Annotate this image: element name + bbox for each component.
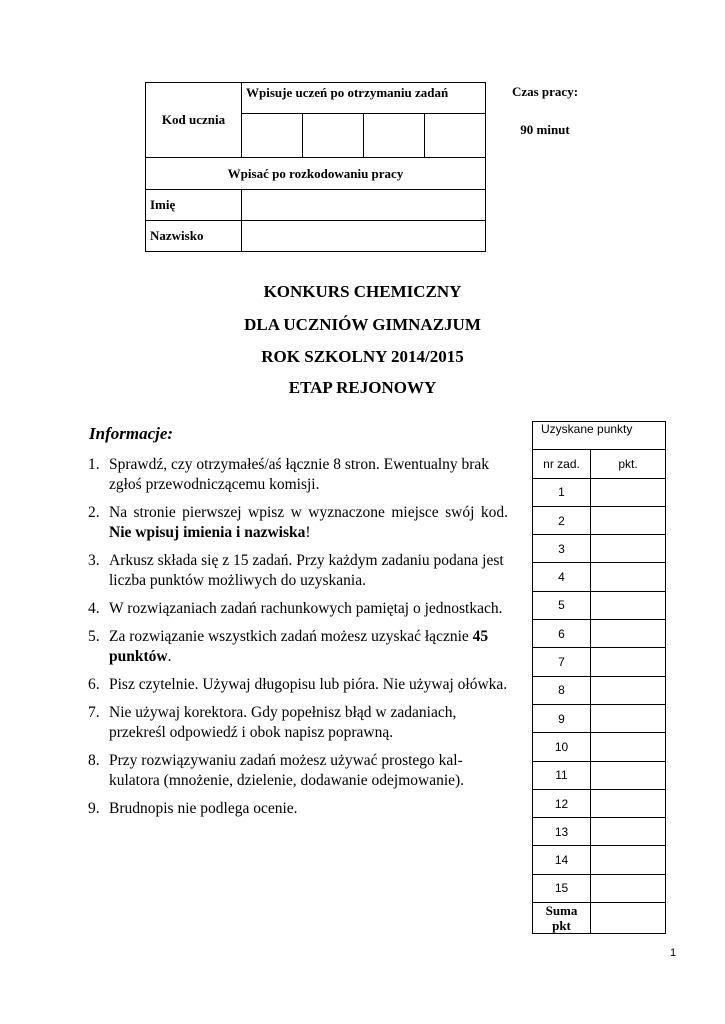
list-item — [88, 503, 508, 543]
item-number: 4. — [88, 600, 100, 617]
list-item — [88, 551, 508, 591]
task-number: 12 — [533, 789, 591, 817]
first-name-field[interactable] — [242, 190, 486, 221]
table-row — [533, 563, 666, 591]
table-row — [533, 676, 666, 704]
student-code-label: Kod ucznia — [146, 83, 242, 158]
points-field[interactable] — [591, 620, 666, 648]
student-code-table — [145, 82, 486, 252]
task-number: 13 — [533, 818, 591, 846]
score-table-title: Uzyskane punkty — [533, 422, 666, 450]
item-number: 8. — [88, 752, 100, 769]
list-item — [88, 627, 508, 667]
item-bold-text: 45 punktów — [109, 628, 489, 665]
last-name-field[interactable] — [242, 221, 486, 252]
info-heading: Informacje: — [89, 424, 174, 443]
table-row — [533, 591, 666, 619]
item-bold-text: Nie wpisuj imienia i nazwiska — [109, 524, 306, 541]
list-item — [88, 751, 508, 791]
points-field[interactable] — [591, 506, 666, 534]
points-field[interactable] — [591, 874, 666, 902]
table-row — [533, 704, 666, 732]
points-field[interactable] — [591, 704, 666, 732]
table-row — [533, 789, 666, 817]
table-row — [533, 733, 666, 761]
item-number: 9. — [88, 800, 100, 817]
points-field[interactable] — [591, 676, 666, 704]
item-text: Nie używaj korektora. Gdy popełnisz błąd w zadaniach, przekreśl odpowiedź i obok napisz poprawną. — [109, 704, 457, 741]
table-row — [533, 535, 666, 563]
item-number: 1. — [88, 456, 100, 473]
item-number: 6. — [88, 676, 100, 693]
item-text: Za rozwiązanie wszystkich zadań możesz uzyskać łącznie — [109, 628, 473, 645]
task-number: 11 — [533, 761, 591, 789]
title-line-1: KONKURS CHEMICZNY — [263, 282, 462, 301]
points-field[interactable] — [591, 846, 666, 874]
page-number: 1 — [670, 947, 677, 959]
task-number: 5 — [533, 591, 591, 619]
list-item — [88, 455, 508, 495]
points-field[interactable] — [591, 733, 666, 761]
code-digit-box[interactable] — [363, 114, 424, 158]
item-text: Arkusz składa się z 15 zadań. Przy każdym zadaniu podana jest liczba punktów możliwych do uzyskania. — [109, 552, 504, 589]
item-number: 7. — [88, 704, 100, 721]
points-field[interactable] — [591, 563, 666, 591]
task-number: 10 — [533, 733, 591, 761]
sum-label — [533, 903, 591, 934]
table-row — [533, 818, 666, 846]
decode-note: Wpisać po rozkodowaniu pracy — [146, 158, 486, 190]
task-number: 7 — [533, 648, 591, 676]
table-row — [533, 761, 666, 789]
code-digit-box[interactable] — [302, 114, 363, 158]
points-field[interactable] — [591, 818, 666, 846]
time-label: Czas pracy: — [511, 84, 579, 99]
title-line-3: ROK SZKOLNY 2014/2015 — [261, 347, 464, 366]
item-number: 5. — [88, 628, 100, 645]
item-text: Brudnopis nie podlega ocenie. — [109, 800, 298, 817]
table-row — [533, 478, 666, 506]
points-field[interactable] — [591, 761, 666, 789]
item-number: 2. — [88, 504, 100, 521]
last-name-label: Nazwisko — [146, 221, 242, 252]
instructions-list — [88, 455, 508, 827]
item-number: 3. — [88, 552, 100, 569]
item-text: Na stronie pierwszej wpisz w wyznaczone miejsce swój kod. — [109, 504, 508, 521]
task-number: 8 — [533, 676, 591, 704]
item-text: Sprawdź, czy otrzymałeś/aś łącznie 8 stron. Ewentualny brak zgłoś przewodniczącemu komisji. — [109, 456, 490, 493]
table-row — [533, 648, 666, 676]
task-number: 14 — [533, 846, 591, 874]
list-item — [88, 703, 508, 743]
table-row — [533, 506, 666, 534]
points-field[interactable] — [591, 478, 666, 506]
task-number: 4 — [533, 563, 591, 591]
sum-label-line-1: Suma — [545, 903, 578, 919]
title-line-2: DLA UCZNIÓW GIMNAZJUM — [244, 315, 481, 334]
header-note: Wpisuje uczeń po otrzymaniu zadań — [242, 83, 486, 114]
item-text-after: ! — [305, 524, 311, 541]
task-number: 9 — [533, 704, 591, 732]
points-field[interactable] — [591, 535, 666, 563]
code-digit-box[interactable] — [424, 114, 485, 158]
task-number: 2 — [533, 506, 591, 534]
score-table — [532, 421, 666, 934]
points-field[interactable] — [591, 789, 666, 817]
list-item — [88, 675, 508, 695]
item-text-after: . — [167, 648, 172, 665]
item-text: Przy rozwiązywaniu zadań możesz używać prostego kal-kulatora (mnożenie, dzielenie, dodawanie odejmowanie). — [109, 752, 465, 789]
column-header-task: nr zad. — [533, 450, 591, 478]
points-field[interactable] — [591, 591, 666, 619]
item-text: W rozwiązaniach zadań rachunkowych pamiętaj o jednostkach. — [109, 600, 503, 617]
column-header-points: pkt. — [591, 450, 666, 478]
list-item — [88, 799, 508, 819]
table-row — [533, 620, 666, 648]
points-field[interactable] — [591, 648, 666, 676]
table-row — [533, 846, 666, 874]
sum-field[interactable] — [591, 903, 666, 934]
task-number: 15 — [533, 874, 591, 902]
code-digit-box[interactable] — [242, 114, 303, 158]
task-number: 3 — [533, 535, 591, 563]
task-number: 6 — [533, 620, 591, 648]
task-number: 1 — [533, 478, 591, 506]
table-row — [533, 874, 666, 902]
list-item — [88, 599, 508, 619]
item-text: Pisz czytelnie. Używaj długopisu lub pióra. Nie używaj ołówka. — [109, 676, 508, 693]
first-name-label: Imię — [146, 190, 242, 221]
title-line-4: ETAP REJONOWY — [288, 378, 437, 397]
time-value: 90 minut — [520, 122, 570, 137]
sum-label-line-2: pkt — [552, 918, 571, 934]
